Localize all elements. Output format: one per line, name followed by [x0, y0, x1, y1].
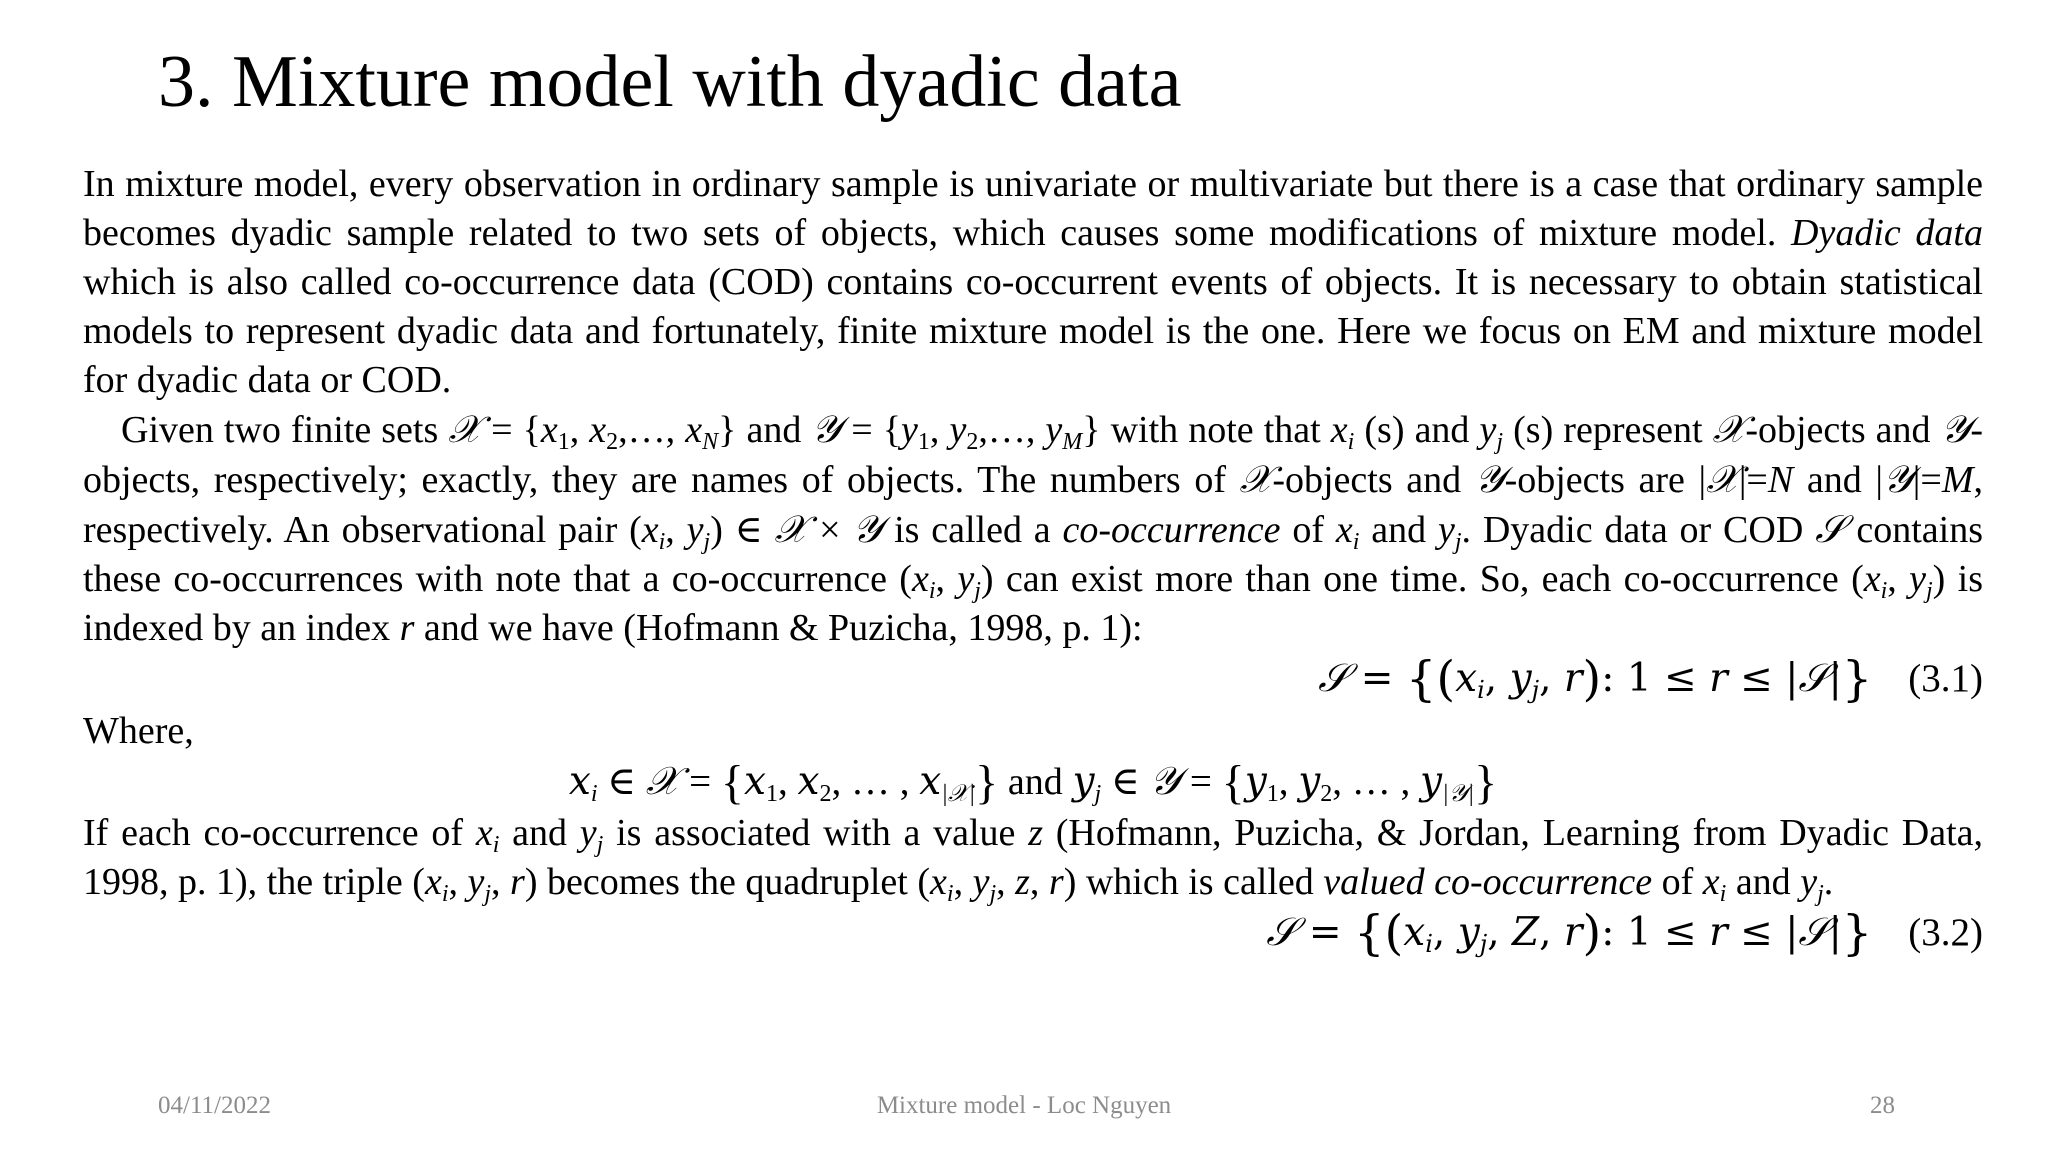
paragraph-intro: In mixture model, every observation in ordinary sample is univariate or multivariate but there is a case that ordinary sample becomes dyadic sample related to two sets of objects, which causes some modifications of mixture model. Dyadic data which is also called co-occurrence data (COD) contains co-occurrent events of objects. It is necessary to obtain statistical models to represent dyadic data and fortunately, finite mixture model is the one. Here we focus on EM and mixture model for dyadic data or COD.: [83, 163, 1983, 401]
slide-body: [83, 160, 1983, 961]
paragraph-definition: Given two finite sets 𝒳 = {$x_1$, $x_2,\dots$, $x_N$} and 𝒴 = {$y_1$, $y_2,\dots$, $y_M$} with note that $x_i$ (s) and $y_j$ (s) represent 𝒳-objects and 𝒴-objects, respectively; exactly, they are names of objects. The numbers of 𝒳-objects and 𝒴-objects are |𝒳|=N and |𝒴|=M, respectively. An observational pair ($x_i$, $y_j$) ∈ 𝒳 × 𝒴 is called a co-occurrence of $x_i$ and $y_j$. Dyadic data or COD 𝒮 contains these co-occurrences with note that a co-occurrence ($x_i$, $y_j$) can exist more than one time. So, each co-occurrence ($x_i$, $y_j$) is indexed by an index r and we have (Hofmann & Puzicha, 1998, p. 1):: [83, 407, 1984, 649]
footer-date: 04/11/2022: [158, 1092, 271, 1119]
slide-title: 3. Mixture model with dyadic data: [158, 41, 1182, 123]
footer-page-number: 28: [1870, 1092, 1895, 1119]
equation-sets: $x_i$ ∈ 𝒳 = {$x_1$, $x_2$, … , $x_{|𝒳|}$} and $y_j$ ∈ 𝒴 = {$y_1$, $y_2$, … , $y_{|𝒴|}$}: [568, 756, 1498, 809]
where-label: Where,: [83, 710, 194, 752]
equation-number: (3.2): [1908, 911, 1983, 954]
paragraph-valued: If each co-occurrence of $x_i$ and $y_j$ is associated with a value z (Hofmann, Puzicha, & Jordan, Learning from Dyadic Data, 1998, p. 1), the triple ($x_i$, $y_j$, r) becomes the quadruplet ($x_i$, $y_j$, z, r) which is called valued co-occurrence of $x_i$ and $y_j$.: [83, 812, 1983, 908]
equation-3-1: 𝒮 = {($x_i$, $y_j$, r): 1 ≤ r ≤ |𝒮|} (3.1): [1318, 651, 1983, 707]
equation-number: (3.1): [1908, 657, 1983, 700]
footer-title: Mixture model - Loc Nguyen: [876, 1092, 1172, 1119]
equation-3-2: 𝒮 = {($x_i$, $y_j$, Z, r): 1 ≤ r ≤ |𝒮|} (3.2): [1266, 905, 1983, 961]
